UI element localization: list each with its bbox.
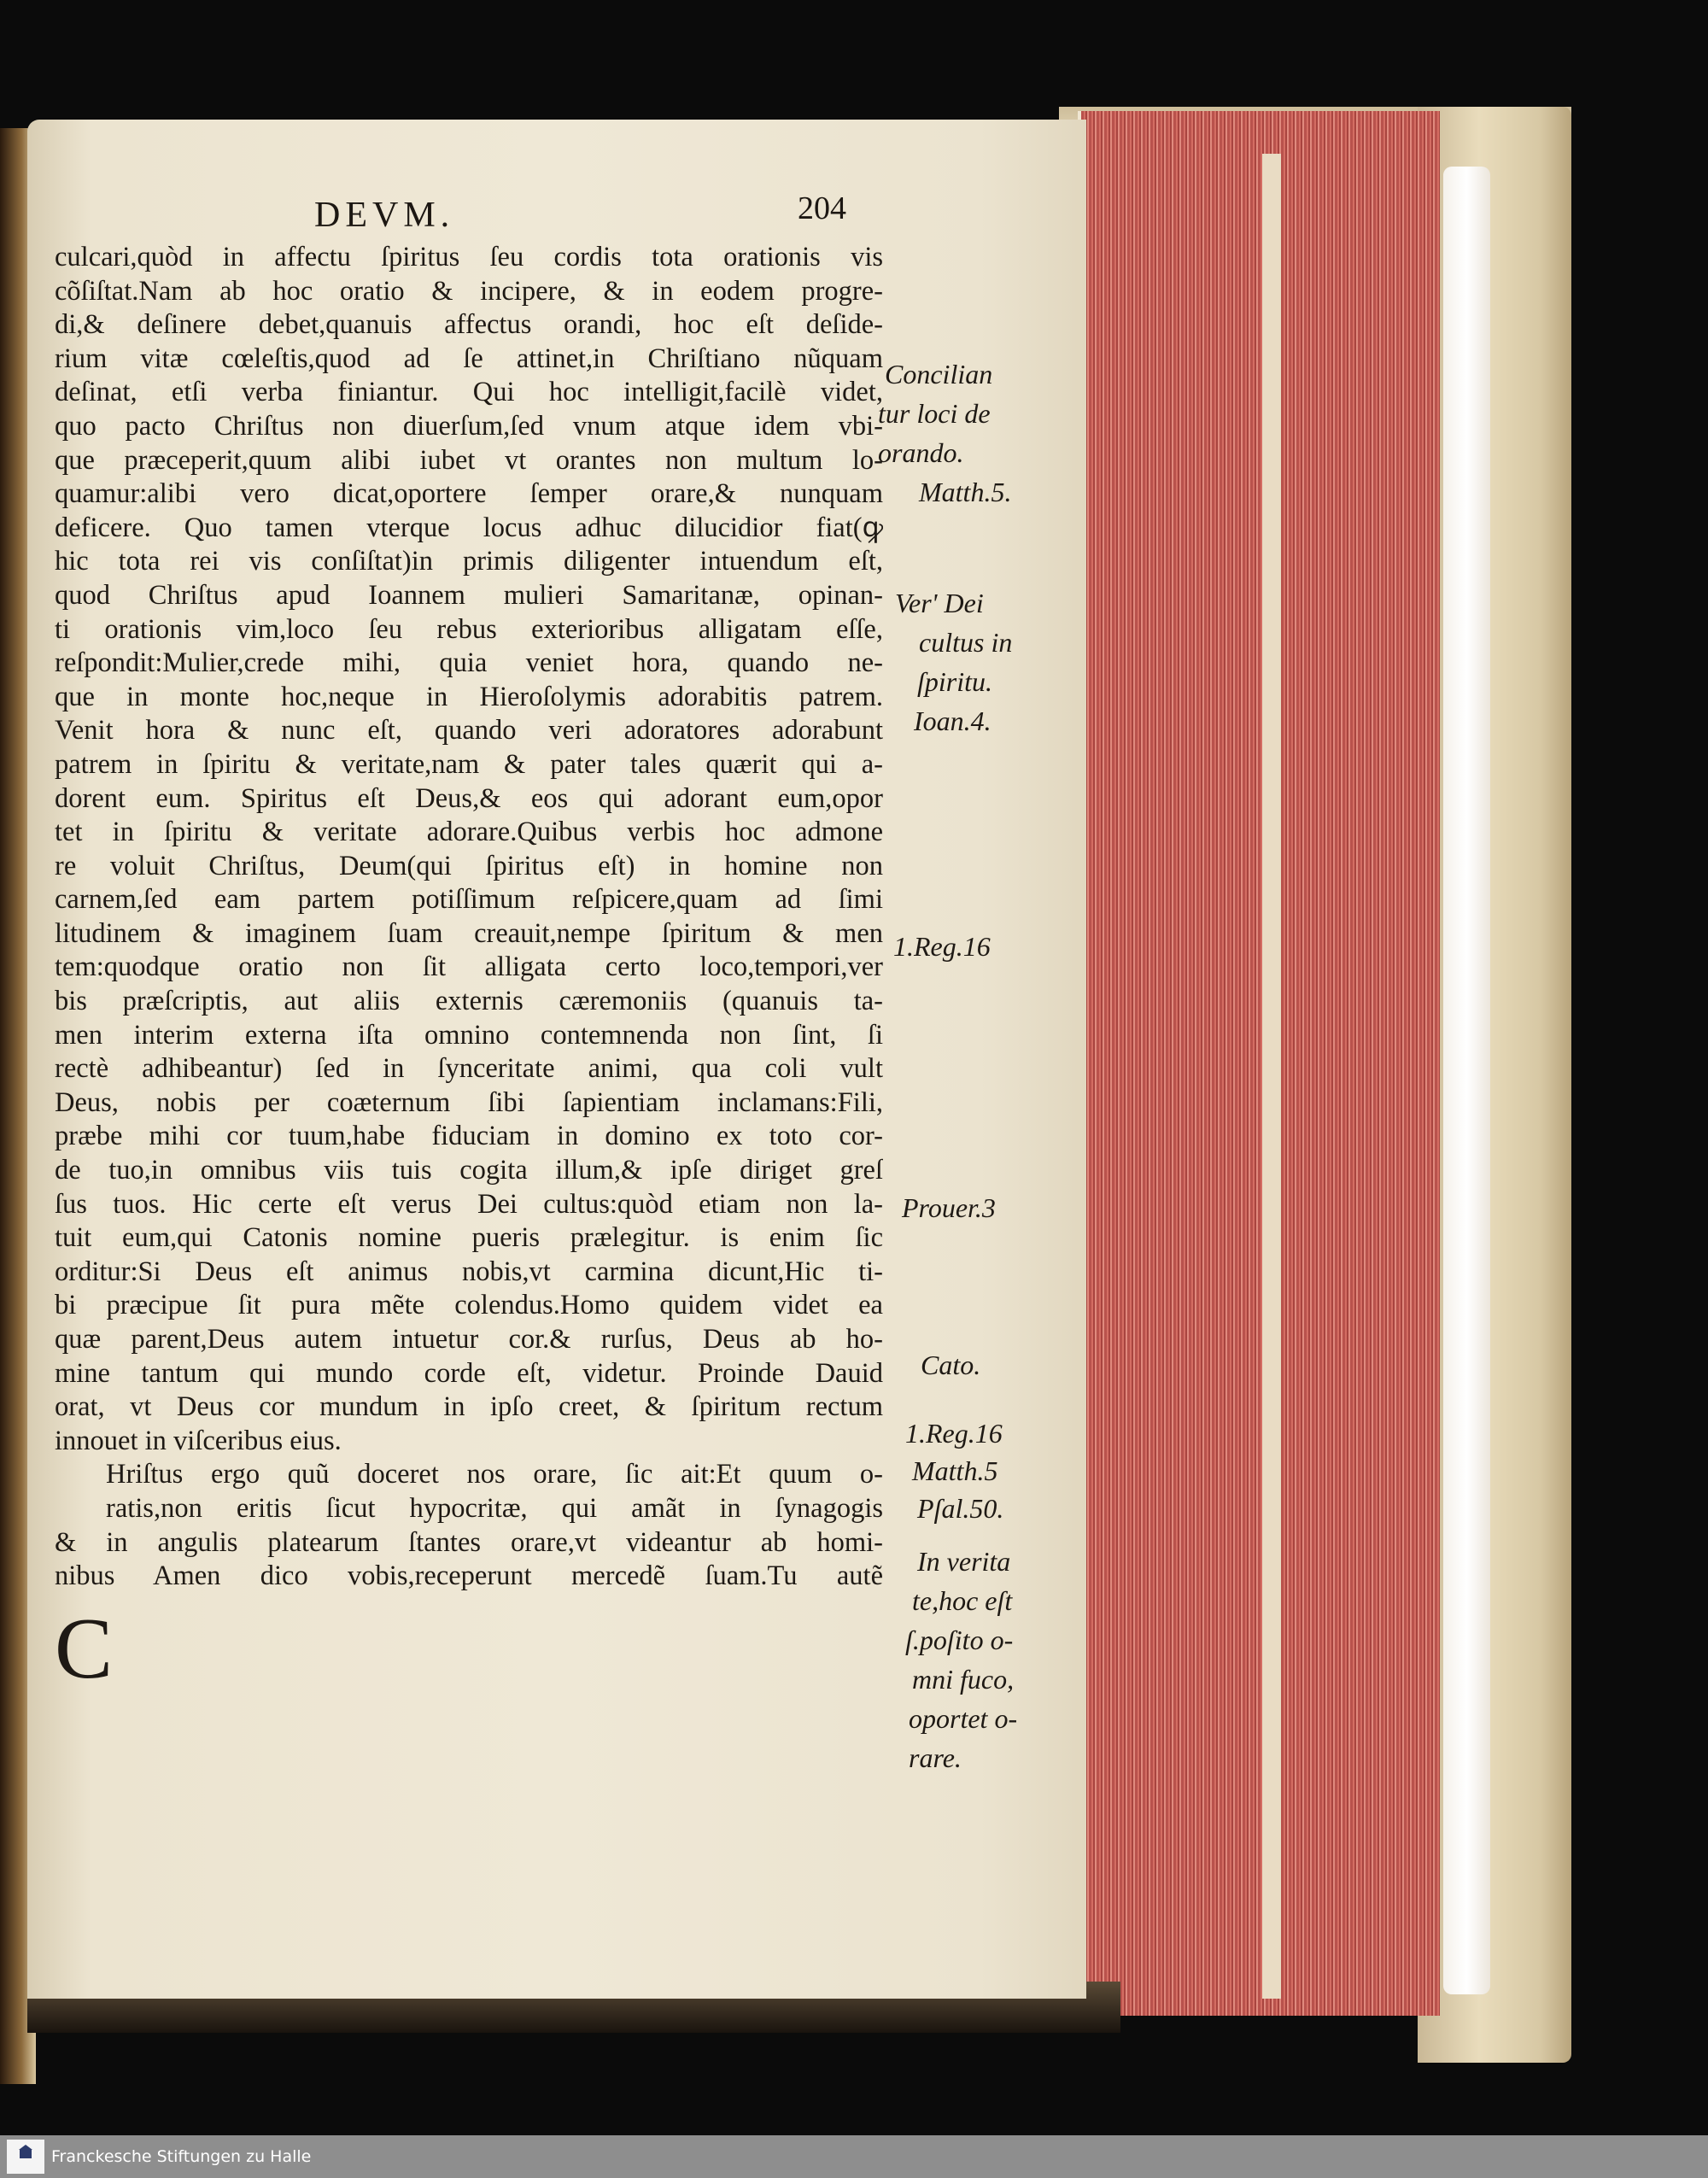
text-line: carnem,ſed eam partem potiſſimum reſpicere,quam ad ſimi xyxy=(55,884,883,916)
text-line: tuit eum,qui Catonis nomine pueris prælegitur. is enim ſic xyxy=(55,1222,883,1254)
text-line: quo pacto Chriſtus non diuerſum,ſed vnum atque idem vbi- xyxy=(55,410,883,442)
text-line: Deus, nobis per coæternum ſibi ſapientiam inclamans:Fili, xyxy=(55,1086,883,1118)
text-line: Venit hora & nunc eſt, quando veri adoratores adorabunt xyxy=(55,715,883,746)
marginal-note: Prouer.3 xyxy=(902,1192,996,1223)
marginal-note: ſpiritu. xyxy=(917,666,993,697)
text-line: que præceperit,quum alibi iubet vt orantes non multum lo- xyxy=(55,444,883,476)
marginal-note: Ver' Dei xyxy=(895,588,984,618)
text-line: quamur:alibi vero dicat,oportere ſemper orare,& nunquam xyxy=(55,478,883,510)
marginal-note: oportet o- xyxy=(909,1703,1018,1734)
text-line: Hriſtus ergo quũ doceret nos orare, ſic ait:Et quum o- xyxy=(106,1459,883,1490)
marginal-note: Ioan.4. xyxy=(914,706,991,736)
marginal-note: cultus in xyxy=(919,627,1013,658)
marginal-note: mni fuco, xyxy=(912,1664,1015,1695)
text-line: deficere. Quo tamen vterque locus adhuc dilucidior fiat(ꝙ xyxy=(55,512,883,543)
text-line: rectè adhibeantur) ſed in ſynceritate animi, qua coli vult xyxy=(55,1053,883,1085)
marginal-note: Pſal.50. xyxy=(917,1493,1004,1524)
marginal-note: rare. xyxy=(909,1742,962,1773)
text-line: quod Chriſtus apud Ioannem mulieri Samaritanæ, opinan- xyxy=(55,579,883,611)
marginal-note: tur loci de xyxy=(878,398,991,429)
marginal-note: In verita xyxy=(917,1546,1011,1577)
text-line: orat, vt Deus cor mundum in ipſo creet, & ſpiritum rectum xyxy=(55,1391,883,1423)
marginal-note: ſ.poſito o- xyxy=(905,1625,1014,1655)
text-line: ti orationis vim,loco ſeu rebus exterioribus alligatam eſſe, xyxy=(55,613,883,645)
text-line: præbe mihi cor tuum,habe fiduciam in domino ex toto cor- xyxy=(55,1121,883,1152)
vellum-cover xyxy=(1418,107,1571,2063)
text-line: ſus tuos. Hic certe eſt verus Dei cultus:quòd etiam non la- xyxy=(55,1188,883,1220)
text-line: tet in ſpiritu & veritate adorare.Quibus verbis hoc admone xyxy=(55,817,883,848)
text-line: hic tota rei vis conſiſtat)in primis diligenter intuendum eſt, xyxy=(55,546,883,577)
marginal-note: Concilian xyxy=(885,359,993,389)
vellum-fold-leaf xyxy=(1443,167,1490,1994)
running-head: DEVM. xyxy=(314,196,455,235)
marginal-note: Cato. xyxy=(921,1350,981,1380)
text-line: tem:quodque oratio non ſit alligata certo loco,tempori,ver xyxy=(55,951,883,983)
marginal-note: 1.Reg.16 xyxy=(893,931,991,962)
red-page-edges xyxy=(1078,111,1440,2016)
text-line: litudinem & imaginem ſuam creauit,nempe ſpiritum & men xyxy=(55,917,883,949)
text-line: patrem in ſpiritu & veritate,nam & pater tales quærit qui a- xyxy=(55,748,883,780)
text-line: orditur:Si Deus eſt animus nobis,vt carmina dicunt,Hic ti- xyxy=(55,1256,883,1287)
text-line: re voluit Chriſtus, Deum(qui ſpiritus eſt) in homine non xyxy=(55,850,883,881)
foundation-emblem-icon xyxy=(17,2143,34,2160)
marginal-note: orando. xyxy=(878,437,964,468)
text-line: men interim externa iſta omnino contemnenda non ſint, ſi xyxy=(55,1019,883,1051)
text-line: deſinat, etſi verba finiantur. Qui hoc intelligit,facilè videt, xyxy=(55,377,883,408)
page-number: 204 xyxy=(798,190,846,226)
institution-logo xyxy=(7,2140,44,2174)
marginal-note: 1.Reg.16 xyxy=(905,1418,1003,1449)
text-line: di,& deſinere debet,quanuis affectus orandi, hoc eſt deſide- xyxy=(55,309,883,341)
text-line: & in angulis platearum ſtantes orare,vt videantur ab homi- xyxy=(55,1526,883,1558)
marginal-note: Matth.5. xyxy=(919,477,1012,507)
text-line: cõſiſtat.Nam ab hoc oratio & incipere, & in eodem progre- xyxy=(55,275,883,307)
text-line: mine tantum qui mundo corde eſt, videtur. Proinde Dauid xyxy=(55,1357,883,1389)
text-line: rium vitæ cœleſtis,quod ad ſe attinet,in Chriſtiano nũquam xyxy=(55,343,883,374)
text-line: bis præſcriptis, aut aliis externis cæremoniis (quanuis ta- xyxy=(55,986,883,1017)
text-line: nibus Amen dico vobis,receperunt mercedẽ ſuam.Tu autẽ xyxy=(55,1560,883,1592)
text-line: innouet in viſceribus eius. xyxy=(55,1425,342,1456)
main-text-block xyxy=(55,241,883,1594)
marginal-note: te,hoc eſt xyxy=(912,1585,1013,1616)
text-line: quæ parent,Deus autem intuetur cor.& rurſus, Deus ab ho- xyxy=(55,1324,883,1355)
footer-label: Franckesche Stiftungen zu Halle xyxy=(51,2147,312,2166)
text-line: bi præcipue ſit pura mẽte colendus.Homo quidem videt ea xyxy=(55,1290,883,1321)
text-line: dorent eum. Spiritus eſt Deus,& eos qui adorant eum,opor xyxy=(55,782,883,814)
page-edge-gap xyxy=(1262,154,1281,1999)
text-line: culcari,quòd in affectu ſpiritus ſeu cordis tota orationis vis xyxy=(55,242,883,272)
text-line: ratis,non eritis ſicut hypocritæ, qui amãt in ſynagogis xyxy=(106,1492,883,1524)
marginal-note: Matth.5 xyxy=(912,1455,998,1486)
drop-capital: C xyxy=(55,1601,114,1697)
text-line: de tuo,in omnibus viis tuis cogita illum,& ipſe diriget greſ xyxy=(55,1155,883,1186)
text-line: que in monte hoc,neque in Hieroſolymis adorabitis patrem. xyxy=(55,681,883,712)
text-line: reſpondit:Mulier,crede mihi, quia veniet hora, quando ne- xyxy=(55,647,883,679)
